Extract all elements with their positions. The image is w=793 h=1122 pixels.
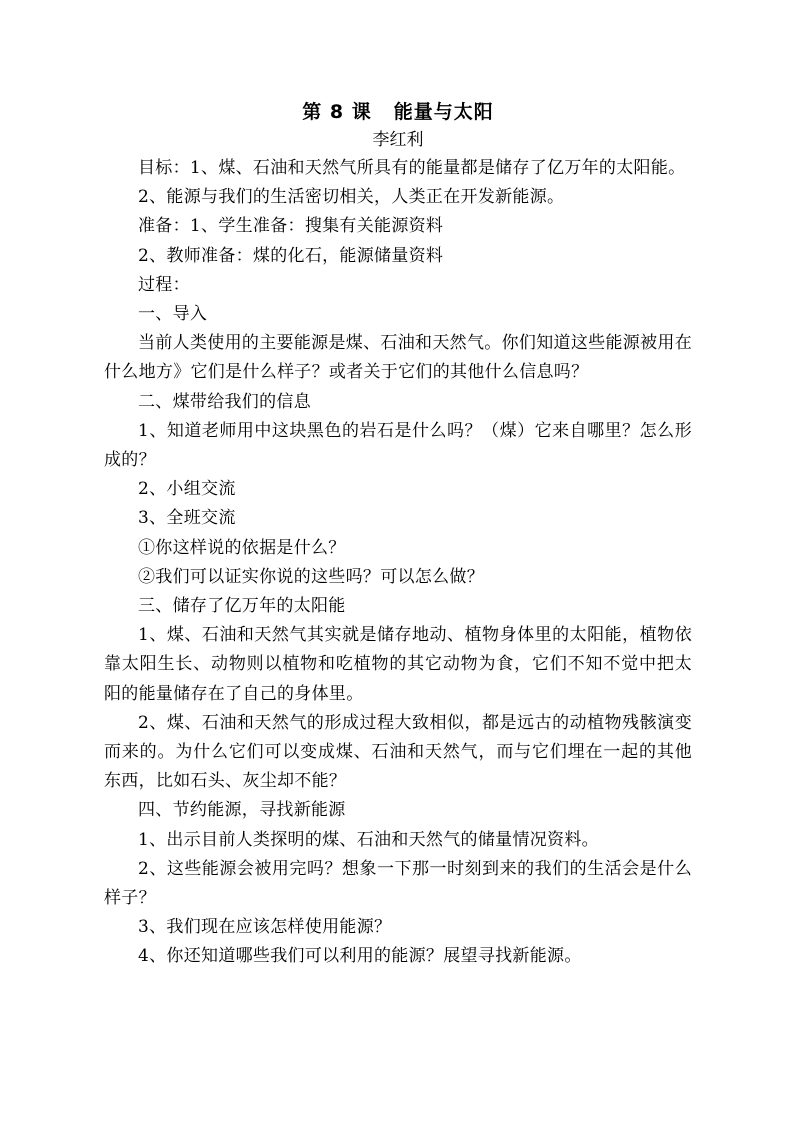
paragraph-prep-2: 2、教师准备：煤的化石，能源储量资料 [138,245,444,266]
paragraph-save-2: 2、这些能源会被用完吗？想象一下那一时刻到来的我们的生活会是什么样子？ [104,858,692,909]
paragraph-coal-2: 2、小组交流 [138,479,236,500]
lesson-number: 第 8 课 [302,101,372,123]
paragraph-process: 过程： [138,274,190,295]
paragraph-question-1: ①你这样说的依据是什么？ [138,537,346,558]
paragraph-prep-1: 准备：1、学生准备：搜集有关能源资料 [138,216,444,237]
section-heading-save: 四、节约能源，寻找新能源 [138,800,346,821]
section-heading-solar: 三、储存了亿万年的太阳能 [138,596,346,617]
paragraph-save-1: 1、出示目前人类探明的煤、石油和天然气的储量情况资料。 [138,829,599,850]
paragraph-question-2: ②我们可以证实你说的这些吗？可以怎么做？ [138,566,484,587]
section-heading-coal: 二、煤带给我们的信息 [138,391,311,412]
lesson-name: 能量与太阳 [393,101,494,123]
paragraph-solar-1: 1、煤、石油和天然气其实就是储存地动、植物身体里的太阳能，植物依靠太阳生长、动物则以植物和吃植物的其它动物为食，它们不知不觉中把太阳的能量储存在了自己的身体里。 [104,625,692,704]
paragraph-intro: 当前人类使用的主要能源是煤、石油和天然气。你们知道这些能源被用在什么地方》它们是什么样子？或者关于它们的其他什么信息吗？ [104,333,692,383]
document-body [104,98,692,972]
paragraph-goal-1: 目标：1、煤、石油和天然气所具有的能量都是储存了亿万年的太阳能。 [138,158,686,178]
author-name: 李红利 [372,130,424,150]
paragraph-goal-2: 2、能源与我们的生活密切相关，人类正在开发新能源。 [138,187,565,208]
paragraph-solar-2: 2、煤、石油和天然气的形成过程大致相似，都是远古的动植物残骸演变而来的。为什么它们可以变成煤、石油和天然气，而与它们埋在一起的其他东西，比如石头、灰尘却不能？ [104,712,692,792]
paragraph-save-4: 4、你还知道哪些我们可以利用的能源？展望寻找新能源。 [138,946,582,967]
section-heading-intro: 一、导入 [138,304,208,325]
paragraph-coal-3: 3、全班交流 [138,508,236,529]
lesson-title [104,98,692,126]
paragraph-save-3: 3、我们现在应该怎样使用能源？ [138,917,392,938]
paragraph-coal-1: 1、知道老师用中这块黑色的岩石是什么吗？（煤）它来自哪里？怎么形成的？ [104,420,692,471]
